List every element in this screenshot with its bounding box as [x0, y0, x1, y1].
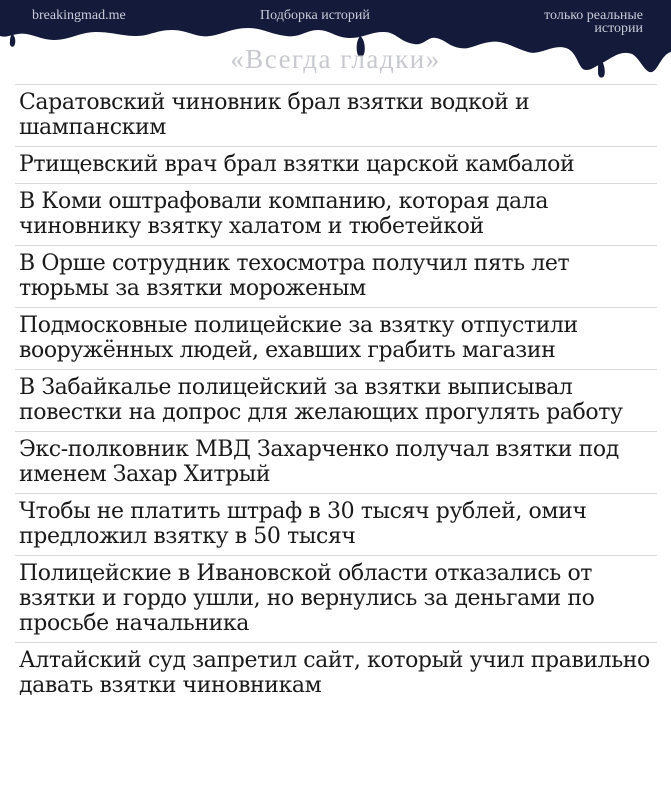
site-name: breakingmad.me [32, 8, 126, 23]
story-item: В Коми оштрафовали компанию, которая дала чиновнику взятку халатом и тюбетейкой [15, 183, 657, 245]
story-item: Ртищевский врач брал взятки царской камбалой [15, 146, 657, 183]
collection-title: «Всегда гладки» [230, 44, 441, 74]
section-title: Подборка историй [260, 8, 370, 23]
story-item: Полицейские в Ивановской области отказались от взятки и гордо ушли, но вернулись за деньгами по просьбе начальника [15, 555, 657, 642]
story-item: Подмосковные полицейские за взятку отпустили вооружённых людей, ехавших грабить магазин [15, 307, 657, 369]
story-list [15, 84, 657, 704]
story-item: В Орше сотрудник техосмотра получил пять лет тюрьмы за взятки мороженым [15, 245, 657, 307]
story-item: В Забайкалье полицейский за взятки выписывал повестки на допрос для желающих прогулять работу [15, 369, 657, 431]
tagline: только реальные истории [544, 8, 643, 36]
story-item: Саратовский чиновник брал взятки водкой и шампанским [15, 84, 657, 146]
story-item: Чтобы не платить штраф в 30 тысяч рублей, омич предложил взятку в 50 тысяч [15, 493, 657, 555]
story-item: Экс-полковник МВД Захарченко получал взятки под именем Захар Хитрый [15, 431, 657, 493]
story-item: Алтайский суд запретил сайт, который учил правильно давать взятки чиновникам [15, 642, 657, 704]
